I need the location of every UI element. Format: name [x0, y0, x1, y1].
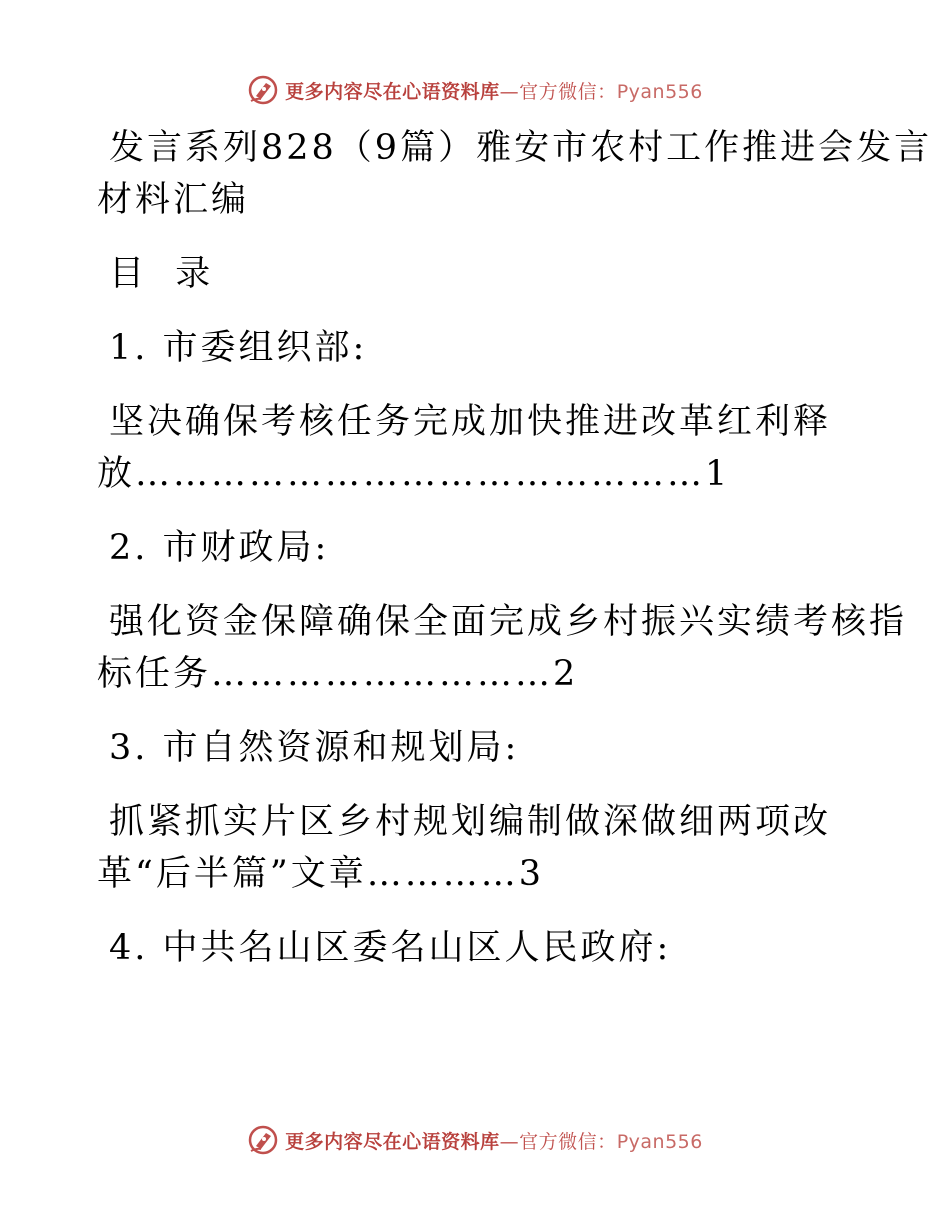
document-title-line-1: 发言系列828（9篇）雅安市农村工作推进会发言	[109, 128, 933, 168]
toc-entry-2-title-line-2: 标任务………………………2	[97, 654, 579, 694]
pen-nib-logo-icon	[247, 1124, 279, 1156]
bottom-watermark-banner	[0, 1120, 950, 1160]
toc-entry-2-org: 2. 市财政局:	[109, 528, 330, 568]
document-body	[97, 122, 933, 974]
document-title-line-2: 材料汇编	[97, 180, 250, 220]
toc-entry-4-org: 4. 中共名山区委名山区人民政府:	[109, 928, 672, 968]
toc-entry-3-org: 3. 市自然资源和规划局:	[109, 728, 520, 768]
toc-entry-1-title-line-1: 坚决确保考核任务完成加快推进改革红利释	[109, 402, 832, 442]
toc-entry-3-title-line-2: 革“后半篇”文章…………3	[97, 854, 545, 894]
toc-entry-2-title-line-1: 强化资金保障确保全面完成乡村振兴实绩考核指	[109, 602, 908, 642]
top-watermark-banner	[0, 70, 950, 110]
watermark-text: 更多内容尽在心语资料库—官方微信：Pyan556	[285, 80, 703, 103]
toc-entry-1-title-line-2: 放………………………………………1	[97, 454, 731, 494]
watermark-text: 更多内容尽在心语资料库—官方微信：Pyan556	[285, 1130, 703, 1153]
toc-heading: 目 录	[109, 254, 214, 294]
toc-entry-1-org: 1. 市委组织部:	[109, 328, 368, 368]
toc-entry-3-title-line-1: 抓紧抓实片区乡村规划编制做深做细两项改	[109, 802, 832, 842]
pen-nib-logo-icon	[247, 74, 279, 106]
